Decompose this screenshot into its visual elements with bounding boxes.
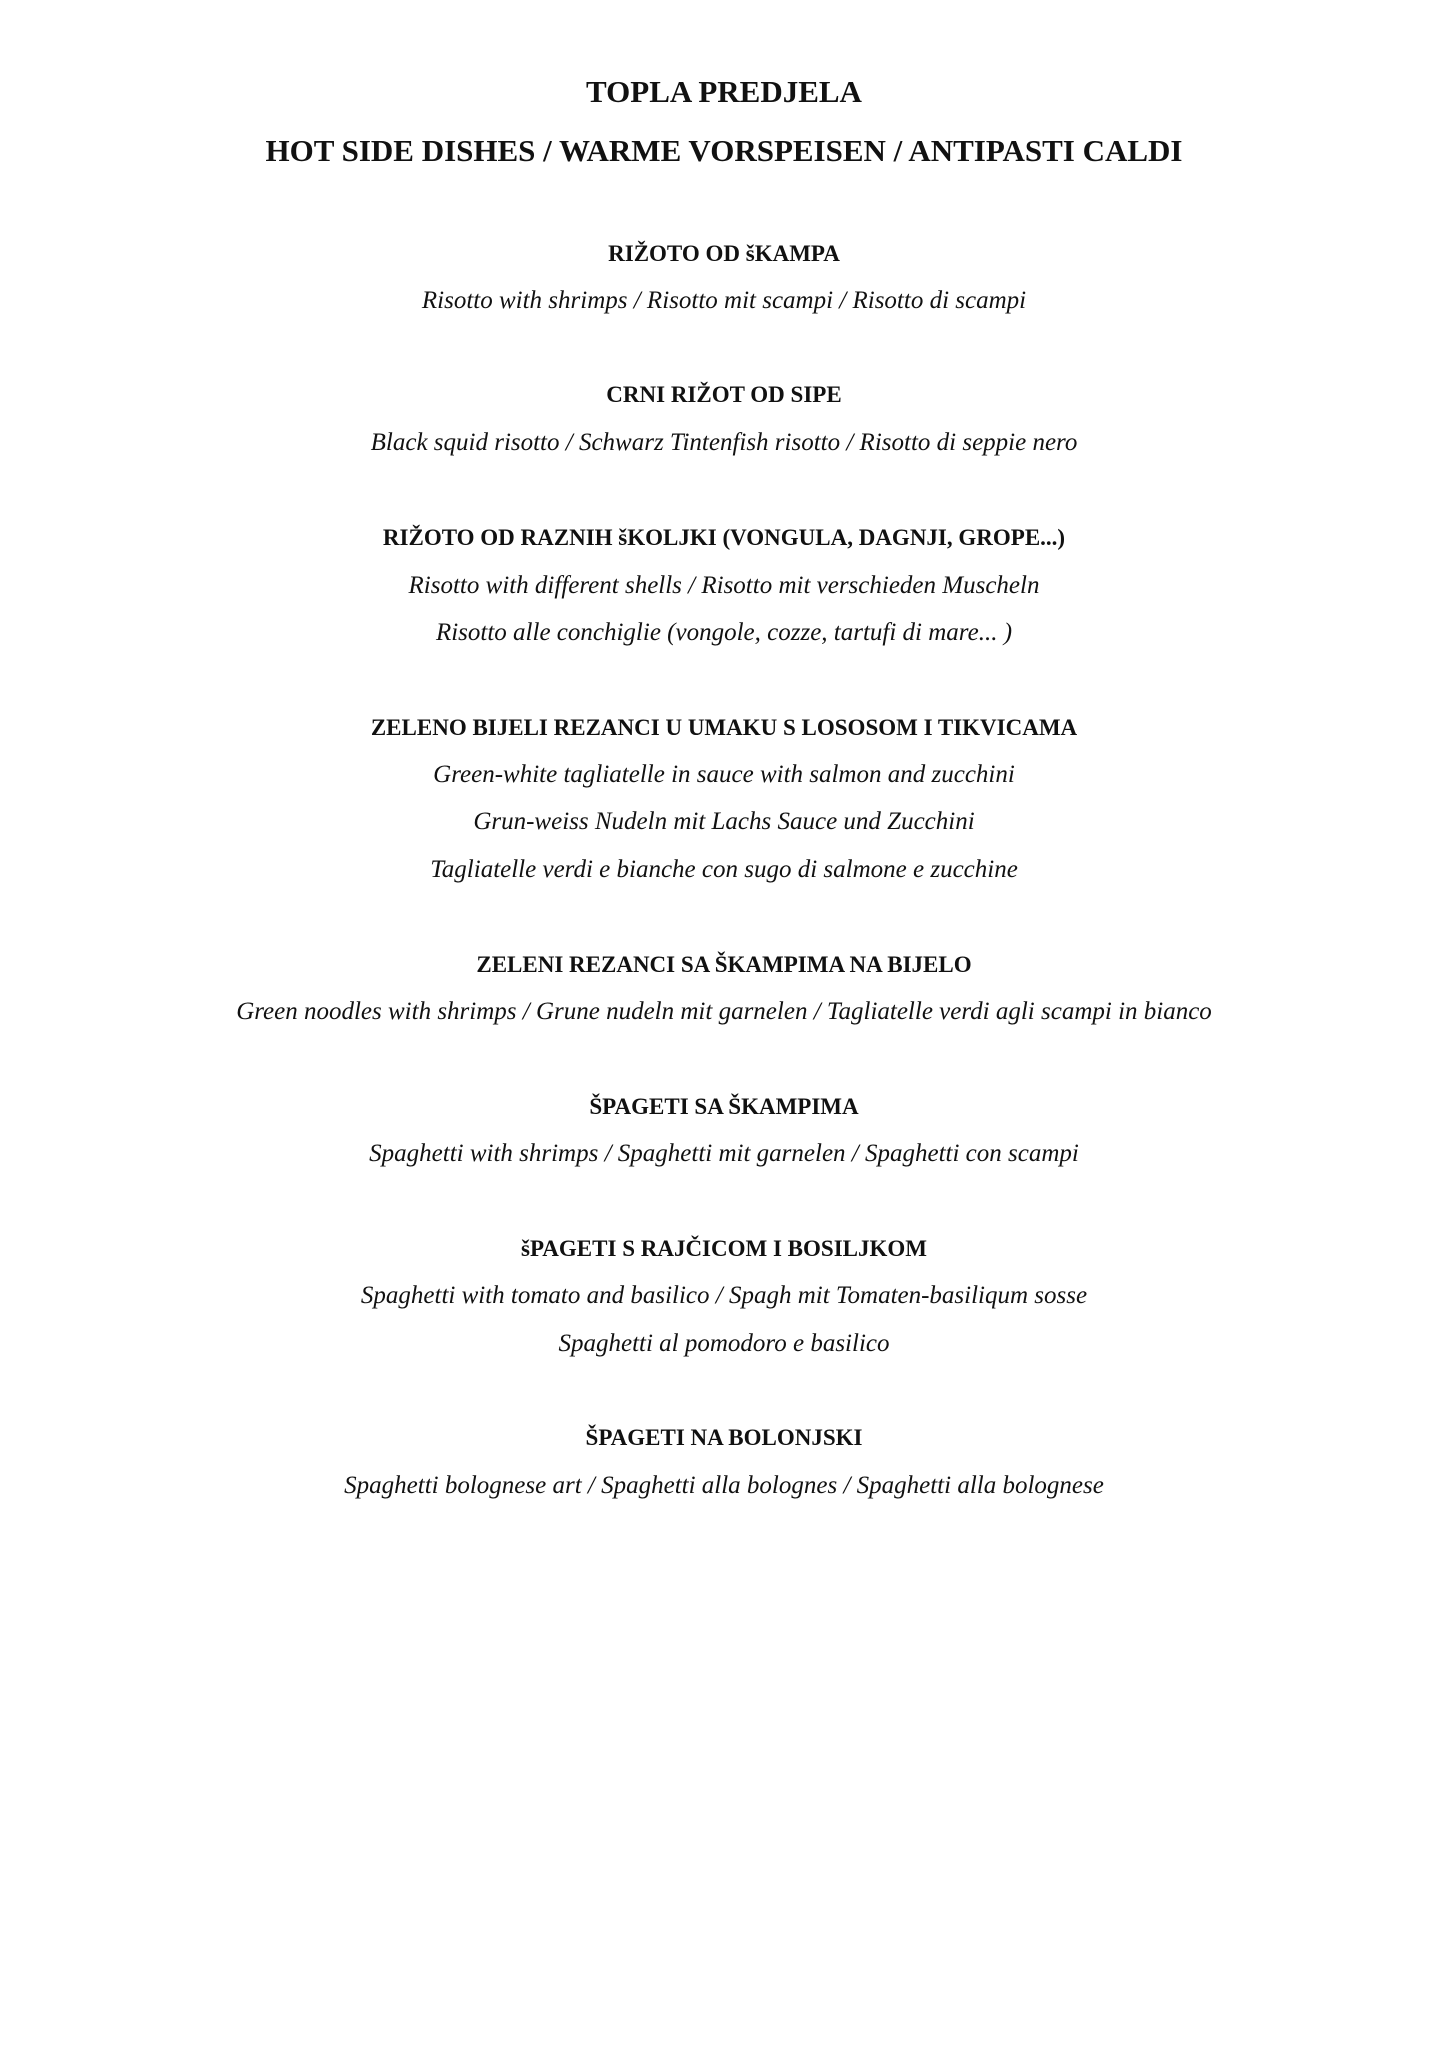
- dish-description: Grun-weiss Nudeln mit Lachs Sauce und Zucchini: [473, 808, 975, 835]
- dish-description: Risotto with shrimps / Risotto mit scampi / Risotto di scampi: [421, 287, 1027, 314]
- page-subtitle: HOT SIDE DISHES / WARME VORSPEISEN / ANTIPASTI CALDI: [265, 133, 1183, 168]
- dish-name: ZELENO BIJELI REZANCI U UMAKU S LOSOSOM I TIKVICAMA: [370, 715, 1078, 740]
- dish-name: RIŽOTO OD šKAMPA: [608, 241, 840, 266]
- dish-description: Green-white tagliatelle in sauce with salmon and zucchini: [433, 761, 1015, 788]
- dish-description: Spaghetti bolognese art / Spaghetti alla bolognes / Spaghetti alla bolognese: [344, 1472, 1104, 1499]
- page-title: TOPLA PREDJELA: [586, 74, 862, 109]
- dish-name: ZELENI REZANCI SA ŠKAMPIMA NA BIJELO: [476, 952, 972, 977]
- dish-description: Black squid risotto / Schwarz Tintenfish risotto / Risotto di seppie nero: [370, 429, 1078, 456]
- dish-name: RIŽOTO OD RAZNIH šKOLJKI (VONGULA, DAGNJI, GROPE...): [382, 525, 1066, 550]
- dish-description: Spaghetti al pomodoro e basilico: [558, 1330, 890, 1357]
- dish-name: šPAGETI S RAJČICOM I BOSILJKOM: [521, 1236, 927, 1261]
- dish-description: Risotto with different shells / Risotto mit verschieden Muscheln: [408, 572, 1040, 599]
- dish-name: ŠPAGETI NA BOLONJSKI: [585, 1425, 863, 1450]
- dish-description: Tagliatelle verdi e bianche con sugo di salmone e zucchine: [430, 856, 1018, 883]
- dish-name: CRNI RIŽOT OD SIPE: [606, 382, 842, 407]
- dish-description: Spaghetti with tomato and basilico / Spagh mit Tomaten-basiliqum sosse: [360, 1282, 1088, 1309]
- dish-description: Green noodles with shrimps / Grune nudeln mit garnelen / Tagliatelle verdi agli scampi in bianco: [236, 998, 1212, 1025]
- dish-description: Risotto alle conchiglie (vongole, cozze, tartufi di mare... ): [435, 619, 1013, 646]
- dish-name: ŠPAGETI SA ŠKAMPIMA: [589, 1094, 859, 1119]
- dish-description: Spaghetti with shrimps / Spaghetti mit garnelen / Spaghetti con scampi: [369, 1140, 1079, 1167]
